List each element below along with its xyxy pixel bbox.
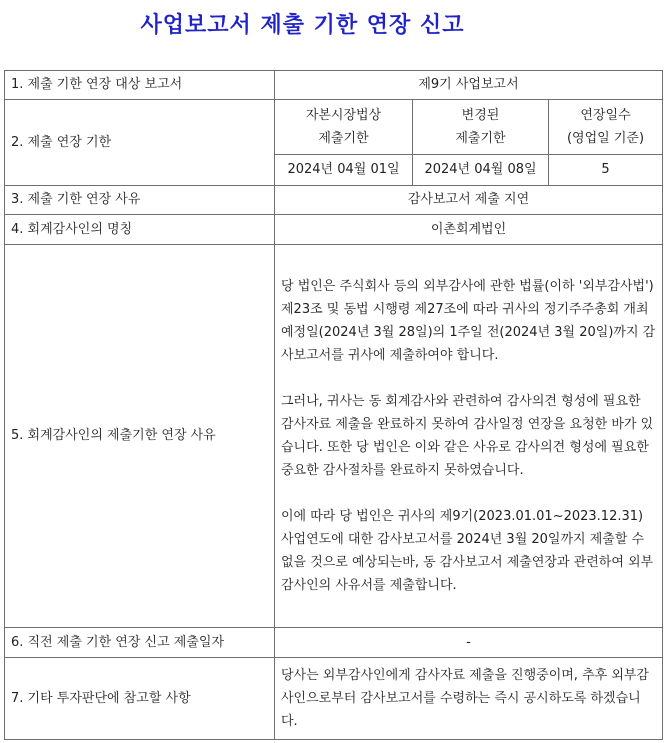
row5-label: 5. 회계감사인의 제출기한 연장 사유 bbox=[5, 245, 275, 628]
row6-label: 6. 직전 제출 기한 연장 신고 제출일자 bbox=[5, 628, 275, 658]
row2-header-statutory-line2: 제출기한 bbox=[318, 131, 369, 146]
row2-header-changed bbox=[413, 100, 549, 155]
row2-header-statutory-line1: 자본시장법상 bbox=[305, 108, 382, 123]
table-row bbox=[5, 71, 663, 100]
row3-label: 3. 제출 기한 연장 사유 bbox=[5, 186, 275, 215]
row2-header-days-line1: 연장일수 bbox=[580, 108, 631, 123]
row2-header-days bbox=[549, 100, 663, 155]
row5-reason-text bbox=[275, 245, 663, 628]
row2-label: 2. 제출 연장 기한 bbox=[5, 100, 275, 186]
row2-header-changed-line2: 제출기한 bbox=[455, 131, 506, 146]
row1-value: 제9기 사업보고서 bbox=[275, 71, 663, 100]
disclosure-table bbox=[4, 70, 663, 740]
table-row bbox=[5, 100, 663, 155]
row2-header-statutory bbox=[275, 100, 413, 155]
row2-header-days-line2: (영업일 기준) bbox=[566, 131, 645, 146]
row4-label: 4. 회계감사인의 명칭 bbox=[5, 215, 275, 245]
row7-value: 당사는 외부감사인에게 감사자료 제출을 진행중이며, 추후 외부감사인으로부터 감사보고서를 수령하는 즉시 공시하도록 하겠습니다. bbox=[275, 658, 663, 740]
row2-changed-date: 2024년 04월 08일 bbox=[413, 155, 549, 186]
page-title: 사업보고서 제출 기한 연장 신고 bbox=[140, 12, 465, 38]
row3-value: 감사보고서 제출 지연 bbox=[275, 186, 663, 215]
row1-label: 1. 제출 기한 연장 대상 보고서 bbox=[5, 71, 275, 100]
row2-header-changed-line1: 변경된 bbox=[461, 108, 500, 123]
table-row bbox=[5, 215, 663, 245]
row2-statutory-date: 2024년 04월 01일 bbox=[275, 155, 413, 186]
reason-paragraph-1: 당 법인은 주식회사 등의 외부감사에 관한 법률(이하 '외부감사법') 제23조 및 동법 시행령 제27조에 따라 귀사의 정기주주총회 개최예정일(2024년 3월 28일)의 1주일 전(2024년 3월 20일)까지 감사보고서를 귀사에 제출하여야 합니다. bbox=[281, 279, 656, 363]
table-row bbox=[5, 658, 663, 740]
row7-label: 7. 기타 투자판단에 참고할 사항 bbox=[5, 658, 275, 740]
reason-paragraph-3: 이에 따라 당 법인은 귀사의 제9기(2023.01.01~2023.12.31) 사업연도에 대한 감사보고서를 2024년 3월 20일까지 제출할 수 없을 것으로 예상되는바, 동 감사보고서 제출연장과 관련하여 외부감사인의 사유서를 제출합니다. bbox=[281, 509, 654, 593]
table-row bbox=[5, 245, 663, 628]
reason-paragraph-2: 그러나, 귀사는 동 회계감사와 관련하여 감사의견 형성에 필요한 감사자료 제출을 완료하지 못하여 감사일정 연장을 요청한 바가 있습니다. 또한 당 법인은 이와 같은 사유로 감사의견 형성에 필요한 중요한 감사절차를 완료하지 못하였습니다. bbox=[281, 394, 654, 478]
row4-value: 이촌회계법인 bbox=[275, 215, 663, 245]
row2-extension-days: 5 bbox=[549, 155, 663, 186]
row6-value: - bbox=[275, 628, 663, 658]
table-row bbox=[5, 186, 663, 215]
table-row bbox=[5, 628, 663, 658]
